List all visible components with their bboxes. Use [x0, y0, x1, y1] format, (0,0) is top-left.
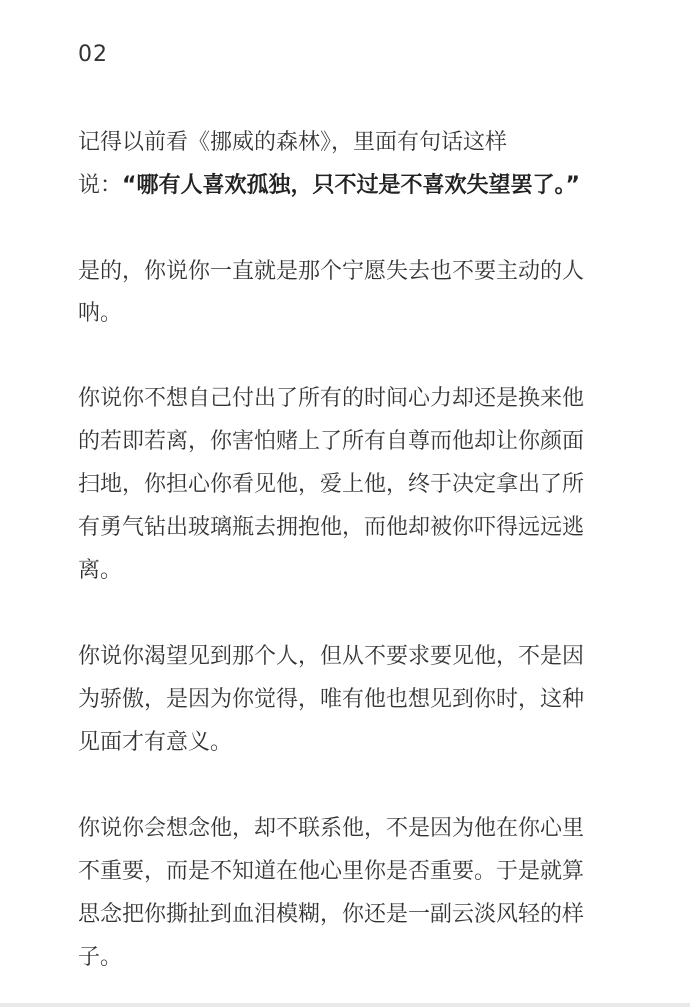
paragraph-1-line-1: 记得以前看《挪威的森林》，里面有句话这样 — [78, 130, 508, 155]
paragraph-1-line-2 — [78, 171, 580, 201]
paragraph-5-line-4: 子。 — [78, 945, 123, 970]
quote-intro: 说： — [78, 173, 123, 198]
paragraph-3-line-1: 你说你不想自己付出了所有的时间心力却还是换来他 — [78, 386, 585, 411]
paragraph-3-line-4: 有勇气钻出玻璃瓶去拥抱他，而他却被你吓得远远逃 — [78, 515, 585, 540]
bottom-divider — [0, 1003, 690, 1007]
paragraph-3-line-5: 离。 — [78, 558, 123, 583]
paragraph-5-line-1: 你说你会想念他，却不联系他，不是因为他在你心里 — [78, 816, 585, 841]
paragraph-2-line-2: 呐。 — [78, 301, 123, 326]
paragraph-4-line-1: 你说你渴望见到那个人，但从不要求要见他，不是因 — [78, 644, 585, 669]
paragraph-5-line-3: 思念把你撕扯到血泪模糊，你还是一副云淡风轻的样 — [78, 902, 585, 927]
bold-quote: “哪有人喜欢孤独，只不过是不喜欢失望罢了。” — [122, 173, 580, 198]
section-number: 02 — [78, 42, 108, 67]
paragraph-5-line-2: 不重要，而是不知道在他心里你是否重要。于是就算 — [78, 859, 585, 884]
paragraph-3-line-3: 扫地，你担心你看见他，爱上他，终于决定拿出了所 — [78, 472, 585, 497]
paragraph-4-line-2: 为骄傲，是因为你觉得，唯有他也想见到你时，这种 — [78, 687, 585, 712]
paragraph-2-line-1: 是的，你说你一直就是那个宁愿失去也不要主动的人 — [78, 259, 585, 284]
paragraph-3-line-2: 的若即若离，你害怕赌上了所有自尊而他却让你颜面 — [78, 429, 585, 454]
paragraph-4-line-3: 见面才有意义。 — [78, 730, 233, 755]
